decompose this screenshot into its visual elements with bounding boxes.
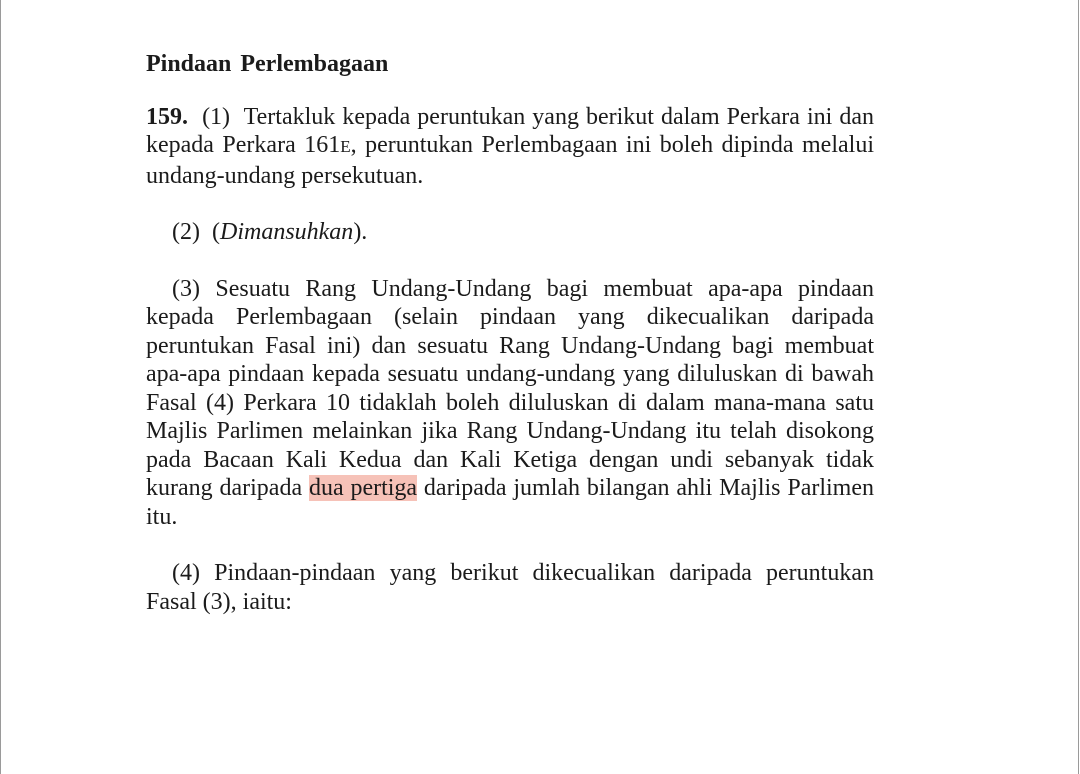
clause-3-text-b: daripada jumlah bilangan ahli Majlis Parlimen itu.: [146, 475, 875, 530]
section-heading: Pindaan Perlembagaan: [146, 51, 389, 77]
document-page: [146, 50, 874, 616]
clause-4: [146, 559, 874, 616]
page-right-edge: [1078, 0, 1079, 774]
clause-1-text-b: , peruntukan Perlembagaan ini boleh dipinda melalui undang-undang persekutuan.: [146, 132, 874, 189]
clause-1-smallcaps: E: [340, 137, 351, 156]
clause-2-italic: Dimansuhkan: [219, 219, 354, 245]
clause-2-close: ).: [353, 219, 368, 245]
clause-4-label: (4): [172, 560, 200, 586]
clause-1-label: (1): [202, 103, 231, 130]
clause-3-text-a: Sesuatu Rang Undang-Undang bagi membuat apa-apa pindaan kepada Perlembagaan (selain pindaan yang dikecualikan daripada peruntukan Fasal ini) dan sesuatu Rang Undang-Undang bagi membuat apa-apa pindaan kepada sesuatu undang-undang yang diluluskan di bawah Fasal (4) Perkara 10 tidaklah boleh diluluskan di dalam mana-mana satu Majlis Parlimen melainkan jika Rang Undang-Undang itu telah disokong pada Bacaan Kali Kedua dan Kali Ketiga dengan undi sebanyak tidak kurang daripada: [146, 275, 875, 501]
clause-3-label: (3): [172, 275, 200, 302]
clause-3: [146, 275, 874, 532]
page-left-edge: [0, 0, 1, 774]
clause-4-text: Pindaan-pindaan yang berikut dikecualikan daripada peruntukan Fasal (3), iaitu:: [146, 560, 874, 615]
article-number: 159.: [146, 103, 188, 130]
clause-2: [146, 218, 874, 247]
clause-1-text-a: Tertakluk kepada peruntukan yang berikut dalam Perkara ini dan kepada Perkara 161: [146, 103, 874, 158]
clause-1: [146, 103, 874, 191]
clause-2-open: (: [211, 219, 220, 245]
clause-2-label: (2): [172, 219, 200, 245]
highlighted-text[interactable]: dua pertiga: [308, 475, 418, 501]
